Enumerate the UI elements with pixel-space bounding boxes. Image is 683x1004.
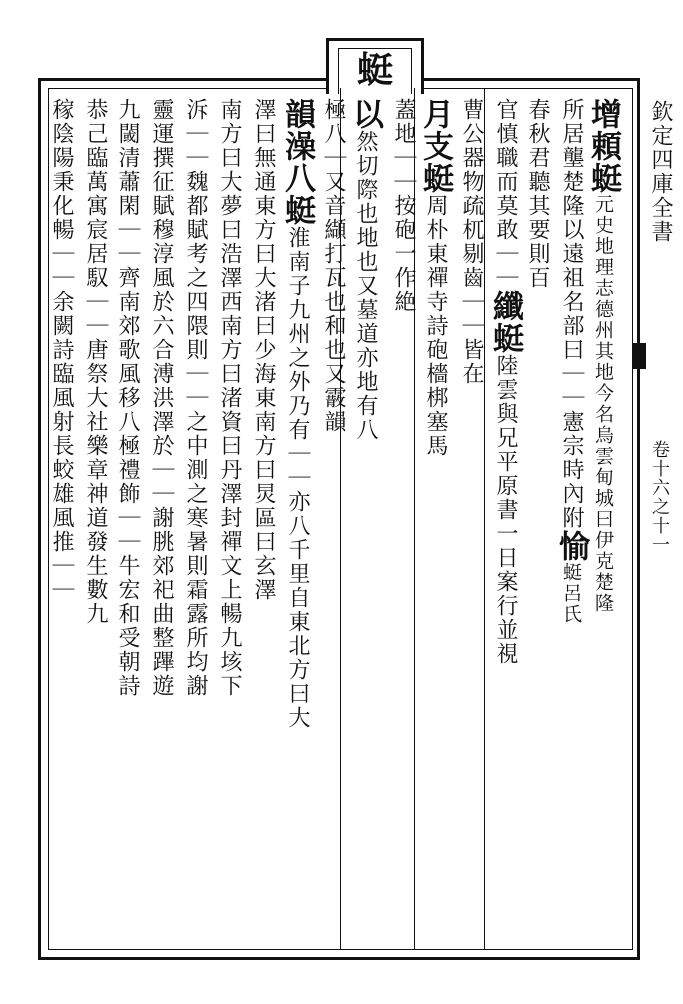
text-column [279,98,315,730]
edge-marker [632,343,646,369]
headword-character: 頼 [585,130,621,162]
headword-character: 澡 [279,130,315,162]
column-text: 淮南子九州之外乃有｜｜亦八千里自東北方曰大 [285,226,310,730]
headword-character: 以 [347,98,383,130]
headword-character: 增 [585,98,621,130]
column-text: 極八｜又音纈打瓦也和也又霰韻 [321,98,346,434]
column-text: 陸雲與兄平原書一日案行並視 [493,354,518,666]
headword-character: 蜓 [279,194,315,226]
column-text: 稼陰陽秉化暢｜｜余闕詩臨風射長蛟雄風推｜｜ [49,98,74,602]
headword-character: 纖 [487,290,523,322]
text-column [347,98,383,442]
text-column [318,98,348,434]
headword-character: 蜓 [487,322,523,354]
column-text: 蜓呂氏 [560,562,582,625]
column-text: 周朴東禪寺詩砲檣梆塞馬 [423,194,448,458]
text-column [112,98,142,698]
column-text: 蓋地｜｜按砲一作絶 [391,98,416,314]
headword-character: 支 [417,130,453,162]
column-text: 南方曰大夢曰浩澤西南方曰渚資曰丹澤封禪文上暢九垓下 [217,98,242,698]
column-text: 靈運撰征賦穆淳風於六合溥洪澤於｜｜謝朓郊祀曲整蹕遊 [149,98,174,698]
text-column [522,98,552,290]
text-column [214,98,244,698]
text-column [553,98,589,625]
column-text: 澤曰無通東方曰大渚曰少海東南方曰炅區曰玄澤 [251,98,276,602]
column-text: 春秋君聽其要則百 [525,98,550,290]
heading-tab-character: 蜓 [356,49,393,91]
text-column [46,98,76,602]
headword-character: 韻 [279,98,315,130]
headword-character: 月 [417,98,453,130]
column-text: 元史地理志德州其地今名烏雲甸城曰伊克楚隆 [592,194,614,614]
volume-label: 卷十六之十一 [649,440,670,554]
book-title-edge: 欽定四庫全書 [648,100,673,244]
column-text: 九閾清蕭閑｜｜齊南郊歌風移八極禮飾｜｜牛宏和受朝詩 [115,98,140,698]
column-text: 然切際也地也又墓道亦地有八 [353,130,378,442]
text-column [585,98,621,614]
text-column [146,98,176,698]
headword-character: 八 [279,162,315,194]
headword-character: 愉 [553,530,589,562]
text-column [180,98,210,698]
text-column [417,98,453,458]
text-column [248,98,278,602]
text-column [487,98,523,666]
column-text: 所居壟楚隆以遠祖名部曰｜｜憲宗時內附 [559,98,584,530]
column-text: 泝｜｜魏都賦考之四隈則｜｜之中測之寒暑則霜露所均謝 [183,98,208,698]
column-text: 官慎職而莫敢｜｜ [493,98,518,290]
headword-character: 蜓 [585,162,621,194]
column-text: 曹公器物疏杌剔齒｜｜皆在 [459,98,484,386]
text-column [456,98,486,386]
text-column [80,98,110,626]
text-column [388,98,418,314]
headword-character: 蜓 [417,162,453,194]
column-text: 恭己臨萬寓宸居馭｜｜唐祭大社樂章神道發生數九 [83,98,108,626]
